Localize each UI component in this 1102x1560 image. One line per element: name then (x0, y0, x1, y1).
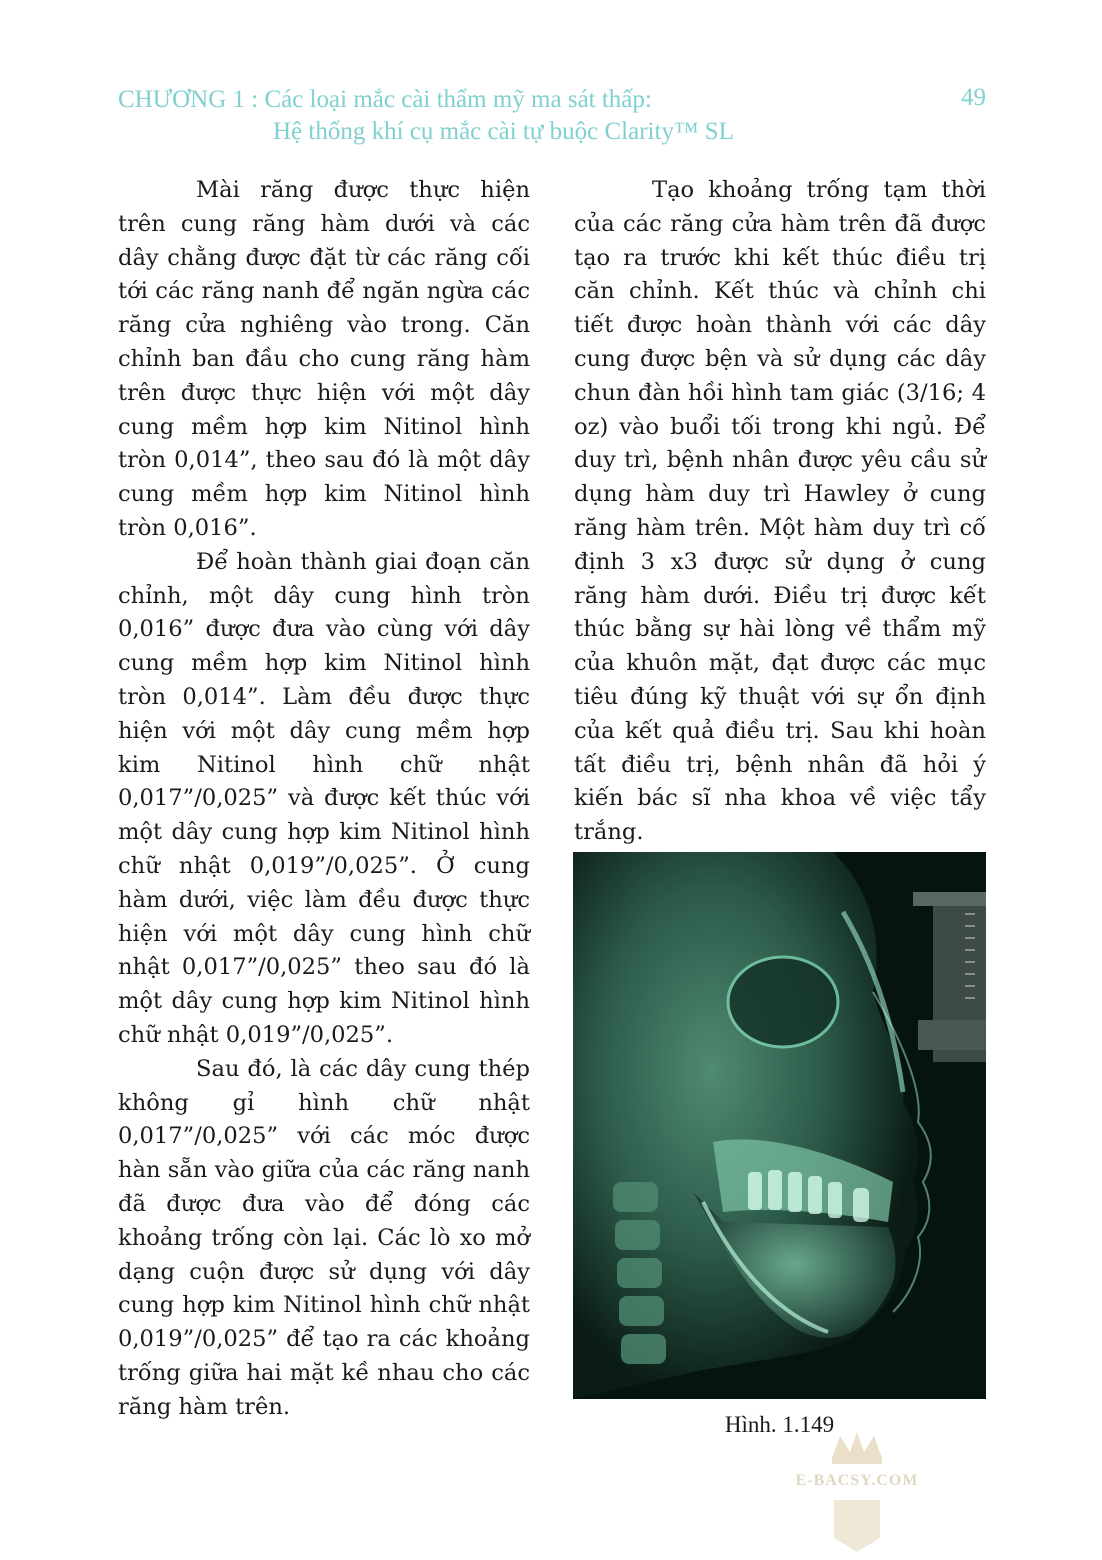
xray-illustration (573, 852, 986, 1399)
paragraph: Mài răng được thực hiện trên cung răng hàm dưới và các dây chằng được đặt từ các răng cối tới các răng nanh để ngăn ngừa các răng cửa nghiêng vào trong. Căn chỉnh ban đầu cho cung răng hàm trên được thực hiện với một dây cung mềm hợp kim Nitinol hình tròn 0,014”, theo sau đó là một dây cung mềm hợp kim Nitinol hình tròn 0,016”. (118, 177, 530, 541)
crown-icon (792, 1428, 922, 1556)
paragraph: Sau đó, là các dây cung thép không gỉ hình chữ nhật 0,017”/0,025” với các móc được hàn sẵn vào giữa của các răng nanh đã được đưa vào để đóng các khoảng trống còn lại. Các lò xo mở dạng cuộn được sử dụng với dây cung hợp kim Nitinol hình chữ nhật 0,019”/0,025” để tạo ra các khoảng trống giữa hai mặt kề nhau cho các răng hàm trên. (118, 1055, 530, 1420)
right-column (574, 174, 986, 850)
watermark-logo (792, 1428, 922, 1556)
chapter-title: CHƯƠNG 1 : Các loại mắc cài thẩm mỹ ma sát thấp: (118, 86, 652, 113)
chapter-header (118, 84, 988, 148)
paragraph: Tạo khoảng trống tạm thời của các răng cửa hàm trên đã được tạo ra trước khi kết thúc điều trị căn chỉnh. Kết thúc và chỉnh chi tiết được hoàn thành với các dây cung được bện và sử dụng các dây chun đàn hồi hình tam giác (3/16; 4 oz) vào buổi tối trong khi ngủ. Để duy trì, bệnh nhân được yêu cầu sử dụng hàm duy trì Hawley ở cung răng hàm trên. Một hàm duy trì cố định 3 x3 được sử dụng ở cung răng hàm dưới. Điều trị được kết thúc bằng sự hài lòng về thẩm mỹ của khuôn mặt, đạt được các mục tiêu đúng kỹ thuật với sự ổn định của kết quả điều trị. Sau khi hoàn tất điều trị, bệnh nhân đã hỏi ý kiến bác sĩ nha khoa về việc tẩy trắng. (574, 177, 986, 846)
figure-caption: Hình. 1.149 (724, 1412, 835, 1437)
chapter-subtitle: Hệ thống khí cụ mắc cài tự buộc Clarity™ SL (273, 118, 734, 145)
left-column (118, 174, 530, 1424)
cephalometric-xray-image (573, 852, 986, 1399)
watermark-text: E-BACSY.COM (795, 1472, 919, 1489)
page-number: 49 (961, 84, 986, 111)
paragraph: Để hoàn thành giai đoạn căn chỉnh, một dây cung hình tròn 0,016” được đưa vào cùng với dây cung mềm hợp kim Nitinol hình tròn 0,014”. Làm đều được thực hiện với một dây cung mềm hợp kim Nitinol hình chữ nhật 0,017”/0,025” và được kết thúc với một dây cung hợp kim Nitinol hình chữ nhật 0,019”/0,025”. Ở cung hàm dưới, việc làm đều được thực hiện với một dây cung hình chữ nhật 0,017”/0,025” theo sau đó là một dây cung hợp kim Nitinol hình chữ nhật 0,019”/0,025”. (118, 548, 530, 1048)
